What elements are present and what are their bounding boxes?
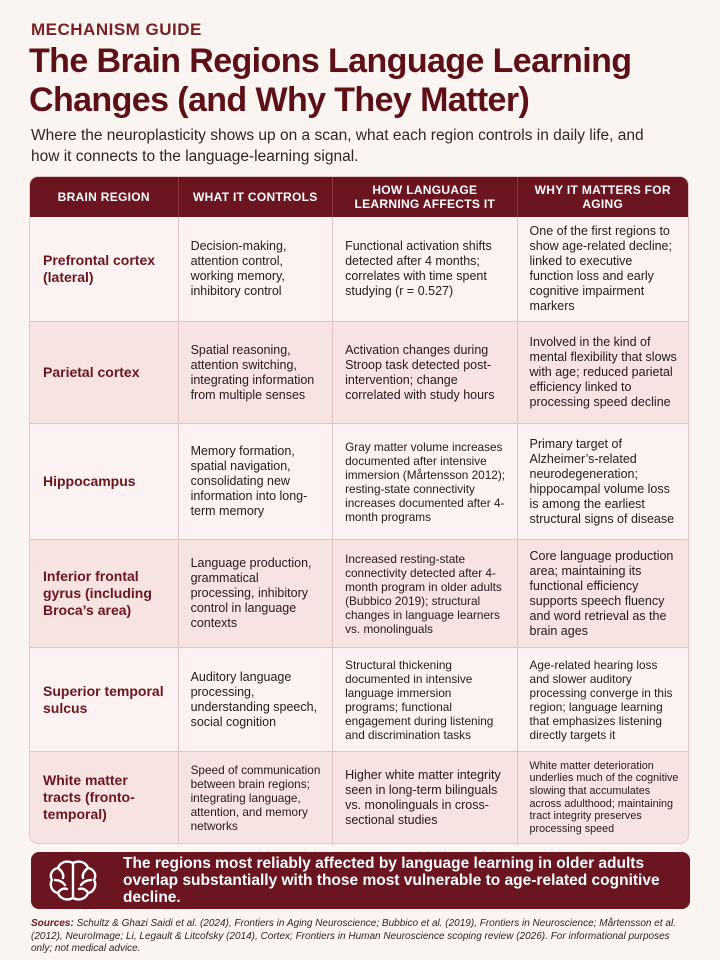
region-name: Hippocampus [30,424,179,539]
table-header [30,177,688,217]
region-controls: Speed of communication between brain regions; integrating language, attention, and memory networks [179,752,334,843]
column-header-effect: HOW LANGUAGE LEARNING AFFECTS IT [333,177,517,217]
table-row [30,751,688,843]
table-row [30,321,688,423]
page-subtitle: Where the neuroplasticity shows up on a scan, what each region controls in daily life, and how it connects to the language-learning signal. [31,127,644,165]
region-name: Prefrontal cortex (lateral) [30,217,179,321]
table-row [30,647,688,751]
region-aging: Age-related hearing loss and slower auditory processing converge in this region; language learning that emphasizes listening directly targets it [529,657,673,742]
column-header-controls: WHAT IT CONTROLS [179,177,334,217]
region-name: Parietal cortex [30,322,179,423]
brain-icon [47,858,99,904]
region-name: White matter tracts (fronto-temporal) [30,752,179,843]
region-aging: Primary target of Alzheimer’s-related neurodegeneration; hippocampal volume loss is among the earliest structural signs of disease [529,436,675,526]
region-name: Superior temporal sulcus [30,648,179,751]
eyebrow-label: MECHANISM GUIDE [31,20,202,39]
region-effect: Increased resting-state connectivity detected after 4-month program in older adults (Bubbico 2019); structural changes in language learners vs. monolinguals [333,540,517,647]
region-aging: One of the first regions to show age-related decline; linked to executive function loss and early cognitive impairment markers [529,224,672,313]
region-effect: Gray matter volume increases documented after intensive immersion (Mårtensson 2012); resting-state connectivity increases documented after 4-month programs [333,424,517,539]
region-controls: Spatial reasoning, attention switching, integrating information from multiple senses [179,322,334,423]
column-header-region: BRAIN REGION [30,177,179,217]
region-name: Inferior frontal gyrus (including Broca’s area) [30,540,179,647]
region-aging: Core language production area; maintaining its functional efficiency supports speech fluency and word retrieval as the brain ages [529,548,674,638]
region-controls: Decision-making, attention control, working memory, inhibitory control [179,217,334,321]
brain-regions-table [29,176,689,844]
region-effect: Higher white matter integrity seen in long-term bilinguals vs. monolinguals in cross-sectional studies [333,752,517,843]
region-effect: Functional activation shifts detected after 4 months; correlates with time spent studying (r = 0.527) [333,217,517,321]
region-effect: Structural thickening documented in intensive language immersion programs; functional engagement during listening and discrimination tasks [333,648,517,751]
sources-label: Sources: [31,918,74,929]
region-controls: Memory formation, spatial navigation, consolidating new information into long-term memory [179,424,334,539]
sources-note [31,918,691,956]
region-effect: Activation changes during Stroop task detected post-intervention; change correlated with study hours [333,322,517,423]
sources-text: Schultz & Ghazi Saidi et al. (2024), Frontiers in Aging Neuroscience; Bubbico et al. (2019), Frontiers in Neuroscience; Mårtensson et al. (2012), NeuroImage; Li, Legault & Litcofsky (2014), Cortex; Frontiers in Human Neuroscience scoping review (2026). For informational purposes only; not medical advice. [31,918,676,954]
column-header-aging: WHY IT MATTERS FOR AGING [534,183,671,211]
region-controls: Language production, grammatical processing, inhibitory control in language contexts [179,540,334,647]
table-row [30,423,688,539]
table-row [30,539,688,647]
banner-text: The regions most reliably affected by language learning in older adults overlap substantially with those most vulnerable to age-related cognitive decline. [123,855,660,906]
region-controls: Auditory language processing, understanding speech, social cognition [179,648,334,751]
key-takeaway-banner [31,852,690,909]
page-title: The Brain Regions Language Learning Changes (and Why They Matter) [29,42,632,119]
region-aging: White matter deterioration underlies much of the cognitive slowing that accumulates across adulthood; maintaining tract integrity preserves processing speed [529,759,679,835]
table-row [30,217,688,321]
region-aging: Involved in the kind of mental flexibility that slows with age; reduced parietal efficiency linked to processing speed decline [529,335,677,409]
